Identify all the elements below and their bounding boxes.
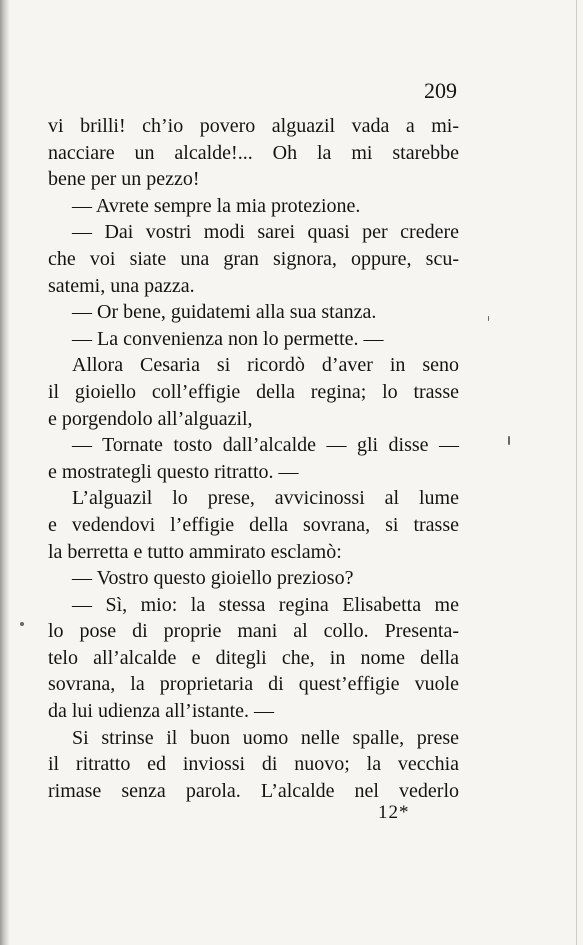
- text-line: lo pose di proprie mani al collo. Presenta-: [48, 620, 459, 643]
- text-line: sovrana, la proprietaria di quest’effigie vuole: [48, 673, 459, 696]
- body-text: [48, 113, 459, 804]
- text-line: e vedendovi l’effigie della sovrana, si trasse: [48, 513, 459, 536]
- text-line: — Vostro questo gioiello prezioso?: [72, 567, 354, 590]
- ink-speck: [20, 622, 24, 626]
- text-line: — Avrete sempre la mia protezione.: [72, 194, 361, 217]
- text-line: il ritratto ed inviossi di nuovo; la vecchia: [48, 753, 459, 776]
- text-line: la berretta e tutto ammirato esclamò:: [48, 540, 342, 563]
- text-line: da lui udienza all’istante. —: [48, 700, 275, 723]
- text-line: bene per un pezzo!: [48, 168, 200, 191]
- text-line: — Sì, mio: la stessa regina Elisabetta me: [72, 593, 459, 616]
- text-line: satemi, una pazza.: [48, 274, 195, 297]
- text-line: — Dai vostri modi sarei quasi per credere: [72, 221, 459, 244]
- text-line: nacciare un alcalde!... Oh la mi starebbe: [48, 141, 459, 164]
- ink-speck: [488, 316, 489, 321]
- text-line: vi brilli! ch’io povero alguazil vada a mi-: [48, 115, 459, 137]
- text-line: Allora Cesaria si ricordò d’aver in seno: [72, 354, 459, 377]
- signature-mark: 12*: [378, 802, 410, 823]
- spine-shadow: [0, 0, 10, 945]
- text-line: — Or bene, guidatemi alla sua stanza.: [72, 301, 377, 324]
- text-line: il gioiello coll’effigie della regina; lo trasse: [48, 380, 459, 403]
- text-line: Si strinse il buon uomo nelle spalle, prese: [72, 726, 459, 749]
- text-line: e mostrategli questo ritratto. —: [48, 460, 299, 483]
- text-line: — La convenienza non lo permette. —: [72, 327, 384, 350]
- text-line: che voi siate una gran signora, oppure, scu-: [48, 247, 459, 270]
- page-edge: [576, 0, 577, 945]
- ink-speck: [508, 436, 510, 445]
- text-line: e porgendolo all’alguazil,: [48, 407, 253, 430]
- text-line: telo all’alcalde e ditegli che, in nome della: [48, 646, 459, 669]
- text-line: rimase senza parola. L’alcalde nel vederlo: [48, 779, 459, 802]
- page-number: 209: [424, 78, 457, 103]
- text-line: L’alguazil lo prese, avvicinossi al lume: [72, 487, 459, 510]
- text-line: — Tornate tosto dall’alcalde — gli disse —: [72, 434, 459, 457]
